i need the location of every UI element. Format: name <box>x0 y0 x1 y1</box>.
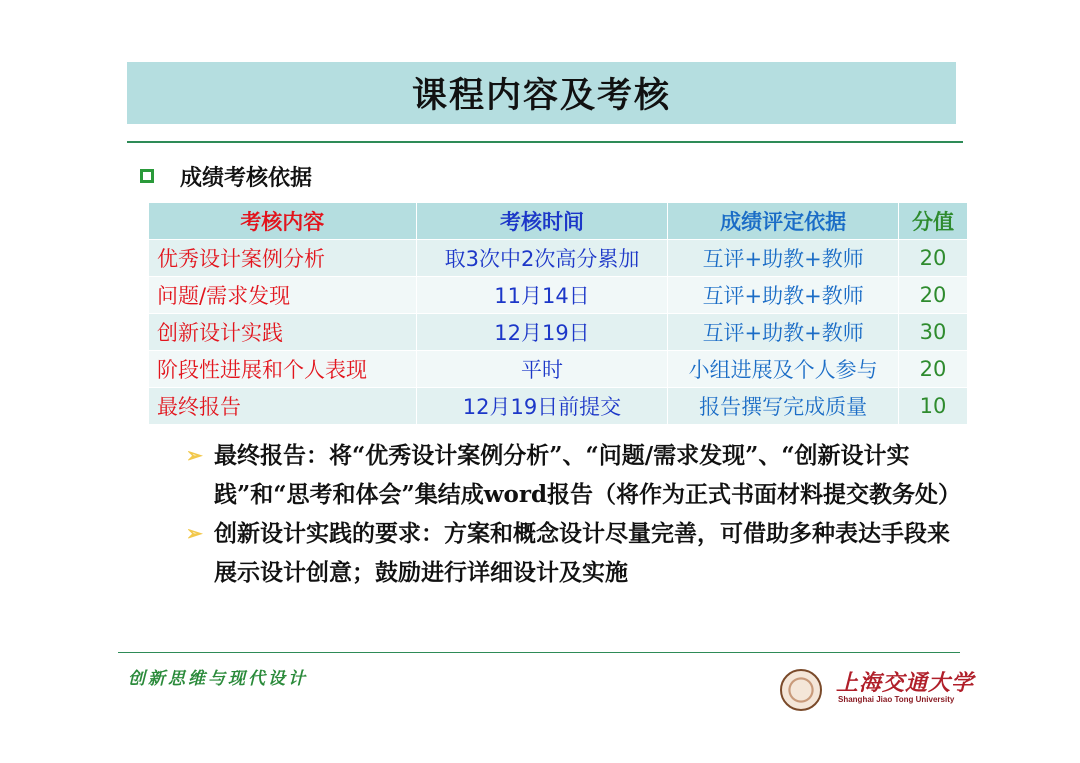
header-content: 考核内容 <box>149 203 417 240</box>
cell-content: 问题/需求发现 <box>149 277 417 314</box>
square-bullet-icon <box>140 169 154 183</box>
cell-content: 最终报告 <box>149 388 417 425</box>
arrow-bullet-icon: ➢ <box>186 521 203 545</box>
header-time: 考核时间 <box>416 203 668 240</box>
section-heading <box>140 160 312 192</box>
cell-basis: 互评+助教+教师 <box>668 314 899 351</box>
title-divider <box>127 141 963 143</box>
table-row <box>149 388 968 425</box>
university-name-en: Shanghai Jiao Tong University <box>838 695 955 704</box>
cell-score: 20 <box>899 351 968 388</box>
arrow-bullet-icon: ➢ <box>186 443 203 467</box>
cell-score: 20 <box>899 277 968 314</box>
header-score: 分值 <box>899 203 968 240</box>
cell-content: 创新设计实践 <box>149 314 417 351</box>
footer-divider <box>118 652 960 653</box>
notes-list <box>186 436 966 592</box>
cell-basis: 互评+助教+教师 <box>668 240 899 277</box>
header-basis: 成绩评定依据 <box>668 203 899 240</box>
cell-time: 平时 <box>416 351 668 388</box>
table-row <box>149 277 968 314</box>
cell-time: 11月14日 <box>416 277 668 314</box>
cell-time: 12月19日前提交 <box>416 388 668 425</box>
cell-score: 10 <box>899 388 968 425</box>
cell-time: 取3次中2次高分累加 <box>416 240 668 277</box>
table-row <box>149 240 968 277</box>
title-band <box>127 62 956 124</box>
table-row <box>149 351 968 388</box>
section-label: 成绩考核依据 <box>180 165 313 191</box>
slide-title: 课程内容及考核 <box>411 76 671 116</box>
cell-basis: 互评+助教+教师 <box>668 277 899 314</box>
cell-content: 优秀设计案例分析 <box>149 240 417 277</box>
cell-time: 12月19日 <box>416 314 668 351</box>
note-text: 创新设计实践的要求：方案和概念设计尽量完善，可借助多种表达手段来展示设计创意；鼓励进行详细设计及实施 <box>214 520 950 586</box>
cell-basis: 报告撰写完成质量 <box>668 388 899 425</box>
note-text: 最终报告：将“优秀设计案例分析”、“问题/需求发现”、“创新设计实践”和“思考和体会”集结成word报告（将作为正式书面材料提交教务处） <box>214 442 962 508</box>
cell-content: 阶段性进展和个人表现 <box>149 351 417 388</box>
university-name-cn: 上海交通大学 <box>836 670 975 696</box>
course-name: 创新思维与现代设计 <box>128 669 308 689</box>
cell-score: 30 <box>899 314 968 351</box>
university-seal-icon <box>780 669 822 711</box>
grading-table <box>148 202 968 425</box>
list-item <box>186 436 966 514</box>
table-header-row <box>149 203 968 240</box>
cell-score: 20 <box>899 240 968 277</box>
list-item <box>186 514 966 592</box>
table-row <box>149 314 968 351</box>
cell-basis: 小组进展及个人参与 <box>668 351 899 388</box>
